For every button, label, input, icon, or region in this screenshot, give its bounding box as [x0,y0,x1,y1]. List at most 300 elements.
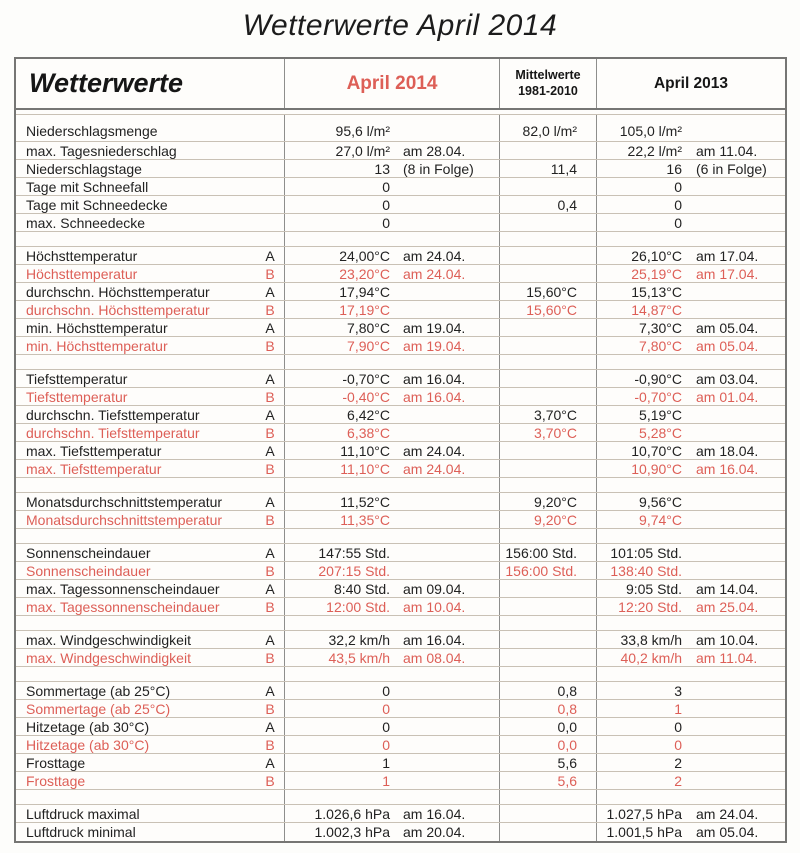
series-letter: A [265,580,275,597]
series-letter: A [265,754,275,771]
table-row [16,460,785,478]
date-2013: am 01.04. [696,388,759,405]
value-2014: 1 [382,754,390,771]
value-mittelwerte: 15,60°C [526,301,577,318]
empty-cell [500,232,597,246]
mittelwerte-cell [500,700,597,717]
value-2013: 9,74°C [639,511,682,528]
value-mittelwerte: 82,0 l/m² [522,123,577,139]
value-2014: 32,2 km/h [328,631,390,648]
empty-cell [597,478,785,492]
empty-cell [285,790,500,804]
date-2013: am 14.04. [696,580,759,597]
label-cell [16,598,285,615]
table-row [16,562,785,580]
value-2014-cell [285,160,500,177]
value-2014: 8:40 Std. [333,580,390,597]
value-2013-cell [597,424,785,441]
row-label: Monatsdurchschnittstemperatur [26,493,223,510]
label-cell [16,718,285,735]
value-2014: 27,0 l/m² [335,142,390,159]
value-2014-cell [285,544,500,561]
value-2014: 0 [382,736,390,753]
table-row [16,598,785,616]
row-label: Tiefsttemperatur [26,370,128,387]
series-letter: B [265,598,275,615]
value-2013-cell [597,388,785,405]
mittelwerte-cell [500,772,597,789]
value-2013: 0 [674,718,682,735]
date-2013: am 10.04. [696,631,759,648]
date-2014: (8 in Folge) [403,160,474,177]
value-2013-cell [597,700,785,717]
label-cell [16,772,285,789]
table-row [16,142,785,160]
value-2013-cell [597,406,785,423]
value-2013: 0 [674,178,682,195]
value-2013-cell [597,754,785,771]
date-2014: am 19.04. [403,319,466,336]
series-letter: A [265,544,275,561]
table-row [16,388,785,406]
value-2014-cell [285,442,500,459]
empty-cell [16,529,285,543]
value-2014-cell [285,196,500,213]
value-2014-cell [285,301,500,318]
value-2013: 5,28°C [639,424,682,441]
series-letter: B [265,736,275,753]
value-2013-cell [597,598,785,615]
value-2014-cell [285,631,500,648]
label-cell [16,337,285,354]
series-letter: A [265,631,275,648]
value-2014-cell [285,682,500,699]
value-2013: -0,70°C [634,388,682,405]
value-2013: 105,0 l/m² [619,123,682,139]
value-2014-cell [285,406,500,423]
empty-cell [285,529,500,543]
date-2013: am 03.04. [696,370,759,387]
row-label: max. Tiefsttemperatur [26,460,162,477]
value-2014: 17,94°C [339,283,390,300]
empty-cell [597,529,785,543]
value-2014-cell [285,214,500,231]
table-row [16,772,785,790]
date-2013: am 05.04. [696,337,759,354]
series-letter: B [265,772,275,789]
row-label: durchschn. Tiefsttemperatur [26,406,200,423]
value-2014: 0 [382,214,390,231]
series-letter: A [265,406,275,423]
value-2013: 9:05 Std. [625,580,682,597]
value-2013: 1.001,5 hPa [606,824,682,840]
label-cell [16,196,285,213]
mittelwerte-cell [500,754,597,771]
mittelwerte-cell [500,319,597,336]
value-2014-cell [285,700,500,717]
value-mittelwerte: 0,0 [557,718,577,735]
table-row [16,301,785,319]
value-2013: 0 [674,196,682,213]
value-mittelwerte: 5,6 [557,772,577,789]
label-cell [16,265,285,282]
series-letter: B [265,337,275,354]
date-2013: am 25.04. [696,598,759,615]
value-2013-cell [597,142,785,159]
table-row [16,805,785,823]
mittelwerte-cell [500,682,597,699]
value-2013-cell [597,115,785,141]
date-2013: am 17.04. [696,265,759,282]
value-2014-cell [285,424,500,441]
value-2013: 1 [674,700,682,717]
value-mittelwerte: 3,70°C [534,424,577,441]
value-2013: 1.027,5 hPa [606,805,682,822]
value-mittelwerte: 9,20°C [534,511,577,528]
value-2014: 207:15 Std. [318,562,390,579]
date-2014: am 28.04. [403,142,466,159]
empty-cell [16,616,285,630]
header-label-column: Wetterwerte [16,59,285,108]
table-row [16,214,785,232]
value-mittelwerte: 15,60°C [526,283,577,300]
mittelwerte-cell [500,598,597,615]
value-2013-cell [597,460,785,477]
label-cell [16,649,285,666]
value-2014: -0,70°C [342,370,390,387]
table-row [16,247,785,265]
mittelwerte-cell [500,214,597,231]
value-2014: 0 [382,682,390,699]
empty-cell [597,355,785,369]
row-label: Monatsdurchschnittstemperatur [26,511,223,528]
table-row [16,544,785,562]
row-label: Luftdruck maximal [26,805,140,822]
value-2014: 0 [382,196,390,213]
value-2013-cell [597,772,785,789]
value-2014: 13 [374,160,390,177]
value-2013: 138:40 Std. [610,562,682,579]
value-2013-cell [597,247,785,264]
empty-cell [285,355,500,369]
date-2014: am 16.04. [403,805,466,822]
table-row [16,718,785,736]
empty-cell [500,478,597,492]
value-2014-cell [285,370,500,387]
date-2014: am 08.04. [403,649,466,666]
value-mittelwerte: 156:00 Std. [505,562,577,579]
series-letter: B [265,562,275,579]
value-2014-cell [285,736,500,753]
table-row [16,631,785,649]
series-letter: A [265,370,275,387]
date-2013: am 05.04. [696,319,759,336]
row-label: Hitzetage (ab 30°C) [26,736,150,753]
value-2013-cell [597,265,785,282]
value-2013-cell [597,319,785,336]
series-letter: A [265,718,275,735]
table-row [16,406,785,424]
label-cell [16,754,285,771]
label-cell [16,160,285,177]
value-2014-cell [285,580,500,597]
value-2013-cell [597,631,785,648]
value-2014: 23,20°C [339,265,390,282]
mittelwerte-cell [500,718,597,735]
value-2014: 6,38°C [347,424,390,441]
label-cell [16,511,285,528]
label-cell [16,493,285,510]
value-2014: 1 [382,772,390,789]
date-2014: am 16.04. [403,388,466,405]
date-2013: am 05.04. [696,824,759,840]
date-2014: am 16.04. [403,631,466,648]
date-2014: am 19.04. [403,337,466,354]
date-2014: am 20.04. [403,824,466,840]
label-cell [16,823,285,841]
mittelwerte-cell [500,142,597,159]
table-row [16,160,785,178]
series-letter: B [265,511,275,528]
value-2014: 1.002,3 hPa [314,824,390,840]
series-letter: A [265,319,275,336]
mittelwerte-cell [500,493,597,510]
value-mittelwerte: 0,4 [557,196,577,213]
date-2014: am 10.04. [403,598,466,615]
mittelwerte-cell [500,160,597,177]
value-2014-cell [285,805,500,822]
value-mittelwerte: 0,8 [557,682,577,699]
label-cell [16,406,285,423]
empty-cell [597,616,785,630]
label-cell [16,562,285,579]
empty-cell [500,667,597,681]
mittelwerte-cell [500,388,597,405]
value-2014-cell [285,772,500,789]
date-2014: am 24.04. [403,460,466,477]
header-april-2013: April 2013 [653,74,729,92]
value-2014: 7,80°C [347,319,390,336]
separator-row [16,667,785,682]
value-2014-cell [285,337,500,354]
header-april-2014: April 2014 [285,59,500,108]
value-2014: 0 [382,700,390,717]
label-cell [16,700,285,717]
row-label: Sonnenscheindauer [26,562,151,579]
table-row [16,493,785,511]
value-2014-cell [285,493,500,510]
table-row [16,511,785,529]
mittelwerte-cell [500,460,597,477]
empty-cell [16,790,285,804]
value-2014-cell [285,319,500,336]
mittelwerte-cell [500,823,597,841]
value-2014: 0 [382,178,390,195]
mittelwerte-cell [500,406,597,423]
mittelwerte-cell [500,736,597,753]
row-label: durchschn. Tiefsttemperatur [26,424,200,441]
mittelwerte-cell [500,511,597,528]
value-2013-cell [597,562,785,579]
empty-cell [16,232,285,246]
series-letter: A [265,283,275,300]
value-2013-cell [597,544,785,561]
label-cell [16,631,285,648]
value-2014: 7,90°C [347,337,390,354]
label-cell [16,424,285,441]
row-label: Luftdruck minimal [26,824,136,840]
value-2014: -0,40°C [342,388,390,405]
empty-cell [500,529,597,543]
value-2014-cell [285,283,500,300]
mittelwerte-cell [500,424,597,441]
label-cell [16,247,285,264]
value-2013: 26,10°C [631,247,682,264]
value-2014: 1.026,6 hPa [314,805,390,822]
table-row [16,424,785,442]
row-label: Frosttage [26,772,86,789]
date-2013: am 11.04. [696,142,758,159]
row-label: Hitzetage (ab 30°C) [26,718,150,735]
row-label: durchschn. Höchsttemperatur [26,283,210,300]
label-cell [16,805,285,822]
date-2014: am 24.04. [403,442,466,459]
value-2014: 43,5 km/h [328,649,390,666]
mittelwerte-cell [500,115,597,141]
value-2013: 16 [666,160,682,177]
value-2013-cell [597,823,785,841]
label-cell [16,544,285,561]
table-row [16,442,785,460]
value-2014-cell [285,247,500,264]
separator-row [16,478,785,493]
empty-cell [285,232,500,246]
value-2013-cell [597,493,785,510]
date-2013: am 11.04. [696,649,758,666]
value-2013-cell [597,649,785,666]
value-2014: 11,10°C [340,460,390,477]
mittelwerte-cell [500,337,597,354]
mittelwerte-cell [500,301,597,318]
value-2013-cell [597,301,785,318]
value-2014: 24,00°C [339,247,390,264]
date-2013: (6 in Folge) [696,160,767,177]
label-cell [16,388,285,405]
table-row [16,823,785,841]
empty-cell [597,232,785,246]
value-2013: 25,19°C [631,265,682,282]
header-mittelwerte-line2: 1981-2010 [518,83,578,98]
empty-cell [597,790,785,804]
row-label: Tage mit Schneefall [26,178,149,195]
value-2013-cell [597,214,785,231]
value-2014-cell [285,823,500,841]
value-2013: 10,90°C [631,460,682,477]
value-2014-cell [285,178,500,195]
empty-cell [285,616,500,630]
row-label: max. Windgeschwindigkeit [26,649,191,666]
value-2013-cell [597,511,785,528]
date-2014: am 09.04. [403,580,466,597]
value-mittelwerte: 5,6 [557,754,577,771]
row-label: Sonnenscheindauer [26,544,151,561]
table-row [16,178,785,196]
value-2013: 7,80°C [639,337,682,354]
empty-cell [500,790,597,804]
value-mittelwerte: 3,70°C [534,406,577,423]
table-row [16,580,785,598]
label-cell [16,301,285,318]
value-2014: 11,35°C [340,511,390,528]
table-row [16,370,785,388]
table-row [16,337,785,355]
table-row [16,754,785,772]
label-cell [16,736,285,753]
table-row [16,319,785,337]
value-2013: 10,70°C [631,442,682,459]
value-2014-cell [285,754,500,771]
row-label: Frosttage [26,754,86,771]
header-mittelwerte [500,59,597,108]
mittelwerte-cell [500,631,597,648]
value-2013: 22,2 l/m² [627,142,682,159]
value-2013: 33,8 km/h [620,631,682,648]
value-2014-cell [285,562,500,579]
row-label: max. Tiefsttemperatur [26,442,162,459]
label-cell [16,283,285,300]
series-letter: B [265,700,275,717]
value-2014: 17,19°C [339,301,390,318]
date-2014: am 24.04. [403,265,466,282]
empty-cell [597,667,785,681]
row-label: Tage mit Schneedecke [26,196,168,213]
value-2013-cell [597,682,785,699]
label-cell [16,580,285,597]
value-2014-cell [285,598,500,615]
label-cell [16,682,285,699]
value-2013-cell [597,178,785,195]
row-label: Höchsttemperatur [26,265,138,282]
empty-cell [16,667,285,681]
value-2013: 0 [674,214,682,231]
value-2013-cell [597,160,785,177]
series-letter: B [265,301,275,318]
value-mittelwerte: 9,20°C [534,493,577,510]
mittelwerte-cell [500,283,597,300]
value-2013: 14,87°C [631,301,682,318]
separator-row [16,529,785,544]
date-2013: am 17.04. [696,247,759,264]
row-label: max. Windgeschwindigkeit [26,631,191,648]
value-2013: 2 [674,772,682,789]
value-2014: 11,10°C [340,442,390,459]
value-2014-cell [285,649,500,666]
table-row [16,283,785,301]
mittelwerte-cell [500,178,597,195]
table-row [16,682,785,700]
value-2014: 11,52°C [340,493,390,510]
series-letter: A [265,493,275,510]
mittelwerte-cell [500,265,597,282]
value-2013-cell [597,805,785,822]
weather-table [14,57,787,843]
row-label: durchschn. Höchsttemperatur [26,301,210,318]
value-2013: 101:05 Std. [610,544,682,561]
table-body [16,115,785,841]
label-cell [16,370,285,387]
mittelwerte-cell [500,442,597,459]
series-letter: A [265,442,275,459]
